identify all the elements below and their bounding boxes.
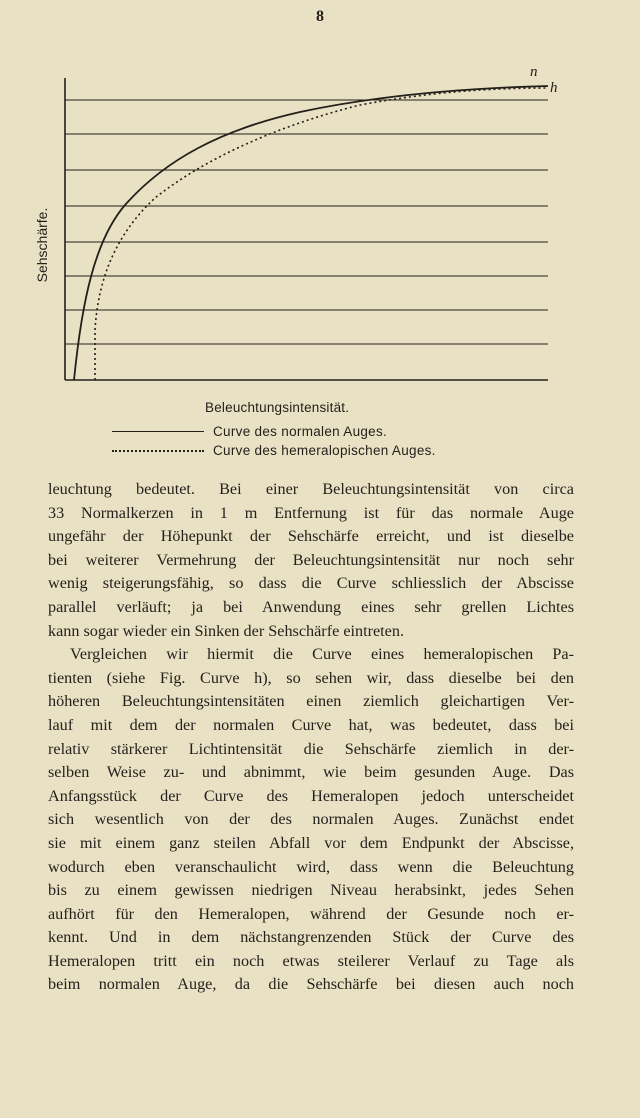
text-line: tienten (siehe Fig. Curve h), so sehen wir, dass dieselbe bei den (48, 668, 574, 687)
text-line: Hemeralopen tritt ein noch etwas steilerer Verlauf zu Tage als (48, 951, 574, 970)
legend-normal (112, 424, 387, 439)
x-axis-label: Beleuchtungsintensität. (205, 400, 350, 415)
text-line: beim normalen Auge, da die Sehschärfe bei diesen auch noch (48, 975, 574, 994)
text-line: aufhört für den Hemeralopen, während der Gesunde noch er- (48, 904, 574, 923)
text-line: wodurch eben veranschaulicht wird, dass wenn die Beleuchtung (48, 857, 574, 876)
text-line: lauf mit dem der normalen Curve hat, was bedeutet, dass bei (48, 715, 574, 734)
text-line: höheren Beleuchtungsintensitäten einen ziemlich gleichartigen Ver- (48, 692, 574, 711)
hemeralopic-curve (95, 88, 548, 380)
text-line: ungefähr der Höhepunkt der Sehschärfe erreicht, und ist dieselbe (48, 527, 574, 546)
text-line: leuchtung bedeutet. Bei einer Beleuchtungsintensität von circa (48, 480, 574, 498)
text-line: selben Weise zu- und abnimmt, wie beim gesunden Auge. Das (48, 763, 574, 782)
text-line: kann sogar wieder ein Sinken der Sehschärfe eintreten. (48, 621, 404, 640)
text-line: Anfangsstück der Curve des Hemeralopen jedoch unterscheidet (48, 786, 574, 805)
text-line: kennt. Und in dem nächstangrenzenden Stück der Curve des (48, 928, 574, 947)
page-number: 8 (316, 8, 324, 25)
figure-gridlines (65, 100, 548, 344)
text-line: parallel verläuft; ja bei Anwendung eines sehr grellen Lichtes (48, 597, 574, 616)
normal-curve (74, 86, 548, 380)
text-line: bei weiterer Vermehrung der Beleuchtungsintensität nur noch sehr (48, 550, 574, 569)
curve-label-n: n (530, 64, 538, 80)
text-line: Vergleichen wir hiermit die Curve eines hemeralopischen Pa- (70, 645, 574, 664)
text-line: relativ stärkerer Lichtintensität die Sehschärfe ziemlich in der- (48, 739, 574, 758)
legend-solid-line (112, 431, 204, 432)
text-line: sich wesentlich von der des normalen Auges. Zunächst endet (48, 810, 574, 829)
legend-dotted-line (112, 450, 204, 452)
text-line: bis zu einem gewissen niedrigen Niveau herabsinkt, jedes Sehen (48, 881, 574, 900)
text-line: wenig steigerungsfähig, so dass die Curve schliesslich der Abscisse (48, 574, 574, 593)
text-line: sie mit einem ganz steilen Abfall vor dem Endpunkt der Abscisse, (48, 833, 574, 852)
legend-hemeralopic (112, 443, 436, 458)
legend-hemeralopic-text: Curve des hemeralopischen Auges. (213, 443, 436, 458)
curve-label-h: h (550, 80, 558, 96)
legend-normal-text: Curve des normalen Auges. (213, 424, 388, 439)
text-line: 33 Normalkerzen in 1 m Entfernung ist für das normale Auge (48, 503, 574, 522)
body-text (48, 478, 574, 997)
y-axis-label-text: Sehschärfe. (34, 207, 50, 283)
y-axis-label (22, 180, 62, 310)
figure-axes (65, 78, 548, 380)
